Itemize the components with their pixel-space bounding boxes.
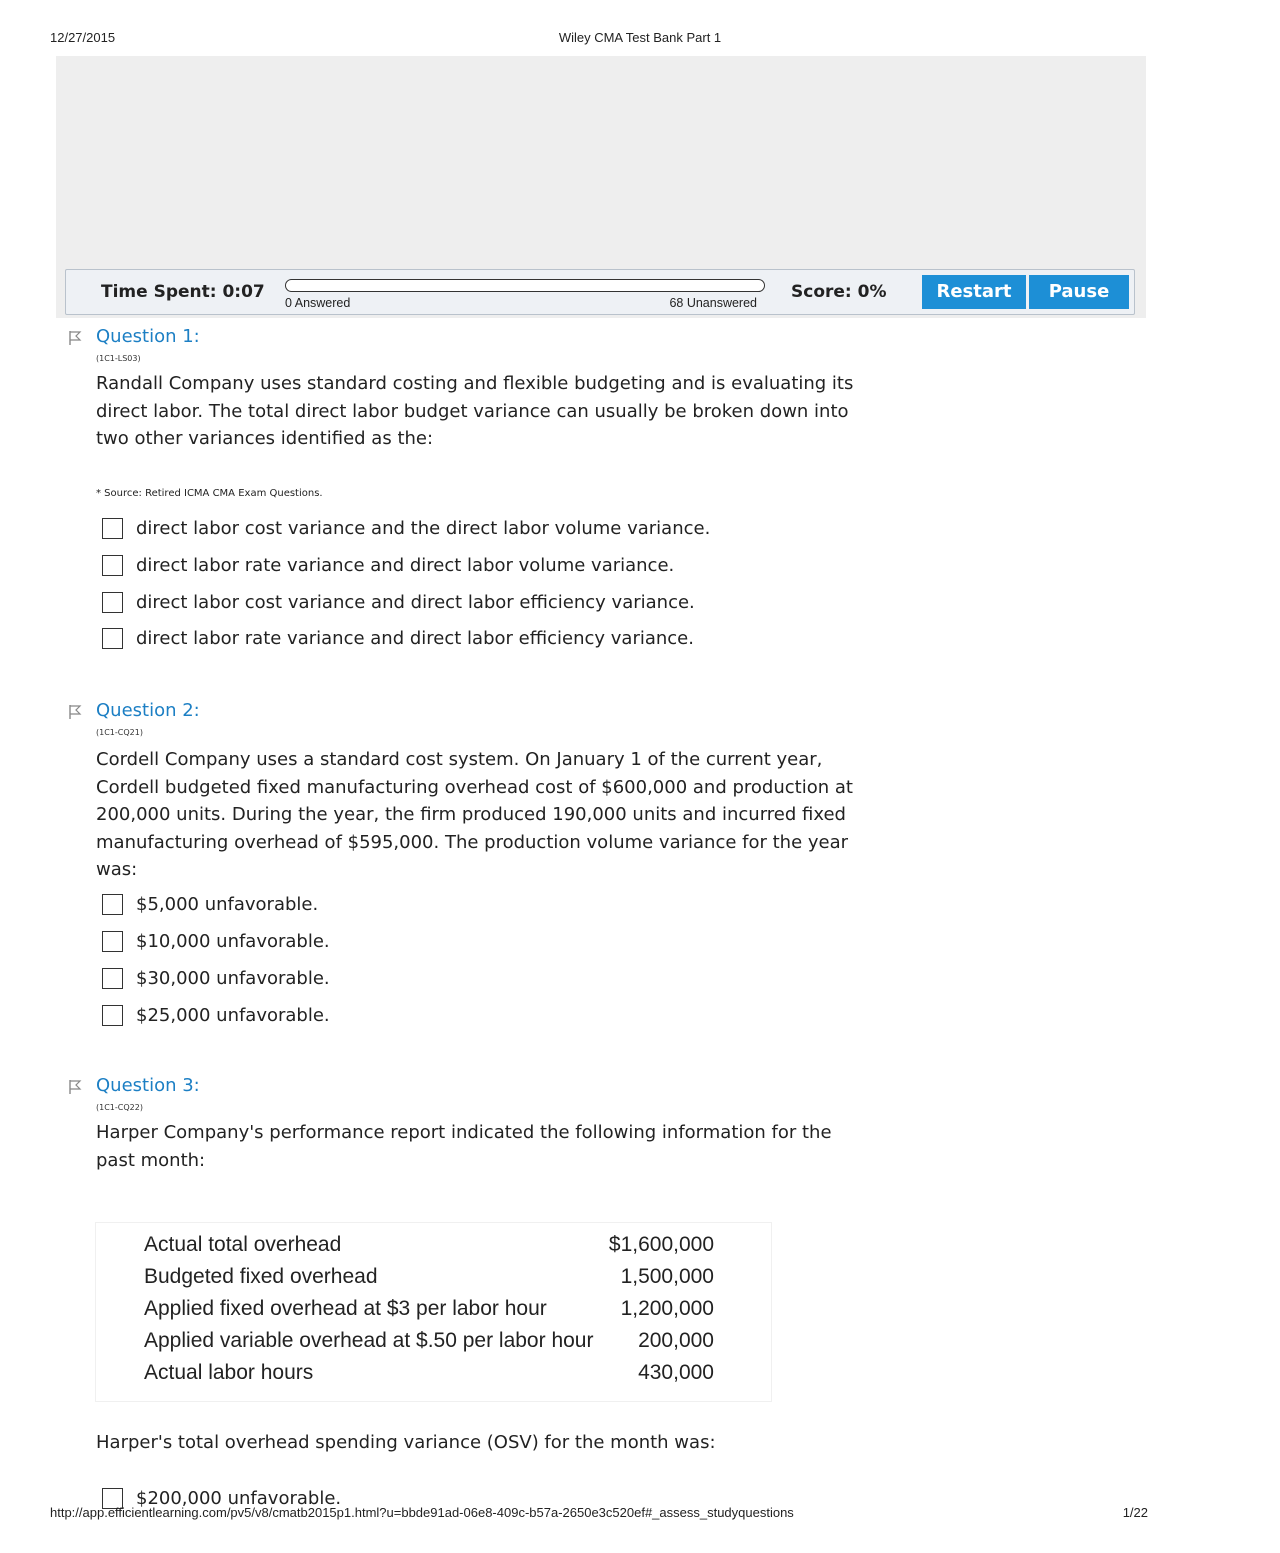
question-text: Harper Company's performance report indicated the following information for the past month: xyxy=(96,1122,832,1171)
question-code: (1C1-CQ22) xyxy=(96,1103,143,1112)
table-cell-value: 430,000 xyxy=(638,1361,714,1384)
checkbox[interactable] xyxy=(102,968,123,989)
choice-label: direct labor cost variance and direct labor efficiency variance. xyxy=(136,592,695,613)
table-cell-label: Applied variable overhead at $.50 per labor hour xyxy=(144,1329,594,1352)
question-text: Cordell Company uses a standard cost system. On January 1 of the current year, Cordell budgeted fixed manufacturing overhead cost of $600,000 and production at 200,000 units. During the year, the firm produced 190,000 units and incurred fixed manufacturing overhead of $595,000. The production volume variance for the year was: xyxy=(96,749,853,880)
progress-bar xyxy=(285,279,765,292)
table-cell-label: Actual labor hours xyxy=(144,1361,314,1384)
choice-label: $10,000 unfavorable. xyxy=(136,931,330,952)
choice-label: direct labor cost variance and the direct labor volume variance. xyxy=(136,518,711,539)
restart-button[interactable]: Restart xyxy=(922,275,1026,309)
checkbox[interactable] xyxy=(102,518,123,539)
choice-label: $25,000 unfavorable. xyxy=(136,1005,330,1026)
flag-icon[interactable] xyxy=(68,704,82,720)
print-title: Wiley CMA Test Bank Part 1 xyxy=(558,30,722,45)
choice-label: $5,000 unfavorable. xyxy=(136,894,319,915)
checkbox[interactable] xyxy=(102,555,123,576)
table-cell-value: 200,000 xyxy=(638,1329,714,1352)
print-date: 12/27/2015 xyxy=(50,30,116,45)
table-row xyxy=(144,1265,714,1297)
flag-icon[interactable] xyxy=(68,330,82,346)
score: Score: 0% xyxy=(791,282,887,302)
answered-count: 0 Answered xyxy=(285,296,351,310)
choice-label: direct labor rate variance and direct labor volume variance. xyxy=(136,555,675,576)
table-cell-label: Budgeted fixed overhead xyxy=(144,1265,378,1288)
print-url: http://app.efficientlearning.com/pv5/v8/cmatb2015p1.html?u=bbde91ad-06e8-409c-b57a-2650e3c520ef#_assess_studyquestions xyxy=(50,1505,794,1520)
table-row xyxy=(144,1297,714,1329)
checkbox[interactable] xyxy=(102,894,123,915)
choice-label: direct labor rate variance and direct labor efficiency variance. xyxy=(136,628,694,649)
table-cell-value: 1,200,000 xyxy=(620,1297,714,1320)
question-code: (1C1-CQ21) xyxy=(96,728,143,737)
question-source: * Source: Retired ICMA CMA Exam Questions. xyxy=(96,488,323,499)
overhead-data-table xyxy=(96,1223,771,1401)
pause-button[interactable]: Pause xyxy=(1029,275,1129,309)
print-footer xyxy=(0,1505,1200,1525)
table-cell-label: Applied fixed overhead at $3 per labor hour xyxy=(144,1297,547,1320)
table-row xyxy=(144,1329,714,1361)
table-cell-label: Actual total overhead xyxy=(144,1233,342,1256)
progress-indicator xyxy=(285,279,765,311)
checkbox[interactable] xyxy=(102,592,123,613)
table-cell-value: $1,600,000 xyxy=(608,1233,714,1256)
choice-label: $30,000 unfavorable. xyxy=(136,968,330,989)
choice-label: $200,000 unfavorable. xyxy=(136,1488,342,1509)
checkbox[interactable] xyxy=(102,628,123,649)
checkbox[interactable] xyxy=(102,1005,123,1026)
question-prompt: Harper's total overhead spending variance (OSV) for the month was: xyxy=(96,1432,716,1453)
flag-icon[interactable] xyxy=(68,1079,82,1095)
time-spent: Time Spent: 0:07 xyxy=(101,282,265,302)
question-title: Question 3: xyxy=(96,1075,200,1096)
question-list xyxy=(56,318,1146,1509)
table-row xyxy=(144,1233,714,1265)
table-cell-value: 1,500,000 xyxy=(620,1265,714,1288)
table-row xyxy=(144,1361,714,1393)
question-title: Question 1: xyxy=(96,326,200,347)
print-page-number: 1/22 xyxy=(1122,1505,1148,1520)
quiz-toolbar xyxy=(65,269,1135,315)
question-text: Randall Company uses standard costing and flexible budgeting and is evaluating its direct labor. The total direct labor budget variance can usually be broken down into two other variances identified as the: xyxy=(96,373,854,449)
question-code: (1C1-LS03) xyxy=(96,354,141,363)
print-header xyxy=(0,30,1200,50)
question-title: Question 2: xyxy=(96,700,200,721)
browser-page xyxy=(56,56,1146,1509)
checkbox[interactable] xyxy=(102,931,123,952)
unanswered-count: 68 Unanswered xyxy=(669,296,757,310)
